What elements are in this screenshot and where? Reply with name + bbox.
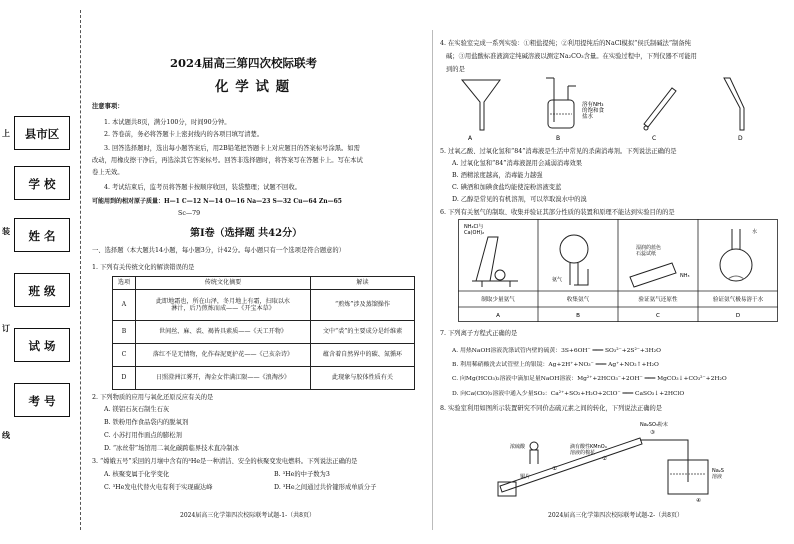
field-label: 姓 名 xyxy=(28,229,56,243)
option: C. 碘酒和加碘食盐均能使淀粉溶液变蓝 xyxy=(452,184,562,191)
option: B. ³He的中子数为3 xyxy=(274,471,330,478)
table-cell: C xyxy=(113,344,136,367)
table-cell: 文中“裘”的主要成分是纤维素 xyxy=(311,321,415,344)
exam-title: 2024届高三第四次校际联考 xyxy=(170,56,318,70)
burette-icon xyxy=(644,88,676,127)
acid-label: 浓硫酸 xyxy=(510,444,526,450)
table-cell: 蕴含着自然界中的碳、氮循环 xyxy=(311,344,415,367)
note-line: 2. 答卷前，务必将答题卡上密封线内的各项目填写清楚。 xyxy=(104,131,264,138)
table-header: 选项 xyxy=(113,277,136,290)
exam-subject: 化 学 试 题 xyxy=(215,79,291,95)
reagent-label: NH₄Cl与 Ca(OH)₂ xyxy=(464,224,485,236)
note-line: 卷上无效。 xyxy=(92,169,124,176)
notes-heading: 注意事项： xyxy=(92,103,124,110)
paper-label: 湿润的蓝色石蕊试纸 xyxy=(636,245,662,257)
binding-mark: 装 xyxy=(2,226,10,236)
option: D. 乙醇是常见的有机溶剂，可以萃取溴水中的溴 xyxy=(452,196,587,203)
option: A. 用热NaOH溶液洗涤试管内壁的硫黄：3S+6OH⁻ ═══ SO₃²⁻+2S²⁻+3H₂O xyxy=(452,348,661,354)
cell-option: C xyxy=(656,313,660,319)
question-4: 4. 在实验室完成一系列实验：①粗盐提纯；②利用提纯后的NaCl模拟“侯氏制碱法”制备纯 xyxy=(440,40,691,47)
gas-label: NH₃ xyxy=(680,273,690,279)
class-field[interactable] xyxy=(14,273,70,307)
tube-icon xyxy=(724,78,744,130)
option-label: C xyxy=(652,135,657,142)
table-cell: 此即地霜也，所在山泽，冬月地上有霜，扫取以水 淋汁，后乃煎炼而成——《开宝本草》 xyxy=(136,290,311,321)
part-title: 第Ⅰ卷（选择题 共42分） xyxy=(190,228,303,239)
page-divider xyxy=(432,30,433,530)
burner-icon xyxy=(495,270,505,280)
table-cell: “煎炼”涉及蒸馏操作 xyxy=(311,290,415,321)
table-cell: 世间丝、麻、裘、褐皆具素质——《天工开物》 xyxy=(136,321,311,344)
field-label: 县市区 xyxy=(24,127,60,141)
exam-number-field[interactable] xyxy=(14,383,70,417)
tray-icon xyxy=(630,263,676,287)
funnel-icon xyxy=(462,80,500,130)
table-row xyxy=(113,344,415,367)
option: B. 铁粉用作食品袋内的脱氧剂 xyxy=(104,419,189,426)
cell-caption: 制取少量氨气 xyxy=(481,297,515,303)
cell-caption: 收集氨气 xyxy=(566,297,590,303)
note-line: 1. 本试题共8页，满分100分，时间90分钟。 xyxy=(104,119,231,126)
question-1-table xyxy=(112,276,415,390)
option-label: B xyxy=(556,135,561,142)
field-label: 班 级 xyxy=(28,284,56,298)
cell-option: A xyxy=(496,313,500,319)
atomic-masses: 可能用到的相对原子质量：H—1 C—12 N—14 O—16 Na—23 S—32 Cu—64 Zn—65 xyxy=(92,198,342,205)
option: B. 利用稀硝酸洗去试管壁上的银镜：Ag+2H⁺+NO₃⁻ ═══ Ag⁺+NO₂↑+H₂O xyxy=(452,362,659,368)
question-4-cont: 碱；③用盐酸标准液滴定纯碱溶液以测定Na₂CO₃含量。在实验过程中，下列仪器不可能用 xyxy=(446,53,697,60)
name-field[interactable] xyxy=(14,218,70,252)
table-header: 传统文化摘要 xyxy=(136,277,311,290)
option-label: A xyxy=(468,135,473,142)
gas-label: 氨气 xyxy=(552,277,563,283)
kmno4-label: 滴有酸性KMnO₄ 溶液的棉花 xyxy=(570,444,607,456)
question-4-cont: 到的是 xyxy=(446,66,465,73)
cut-line xyxy=(80,10,81,530)
question-2: 2. 下列物质的应用与氧化还原反应有关的是 xyxy=(92,394,214,401)
marker: ② xyxy=(602,456,607,462)
table-cell: 日照澄洲江雾开，淘金女伴满江限——《浪淘沙》 xyxy=(136,367,311,390)
option: A. 镁铝石灰石制生石灰 xyxy=(104,406,170,413)
bottle-label: 溶有NH₃ 的饱和食盐水 xyxy=(582,102,605,120)
question-8-apparatus xyxy=(490,412,730,504)
option: A. 核聚变属于化学变化 xyxy=(104,471,170,478)
page-footer: 2024届高三化学第四次校际联考试题-1-（共8页） xyxy=(180,512,315,519)
field-label: 试 场 xyxy=(28,339,56,353)
question-7: 7. 下列离子方程式正确的是 xyxy=(440,330,518,337)
cell-option: D xyxy=(735,313,741,319)
option: B. 酒精浓度越高，消毒能力越强 xyxy=(452,172,543,179)
question-6-figure xyxy=(458,219,778,322)
table-cell: 此现象与胶体性质有关 xyxy=(311,367,415,390)
atomic-masses-cont: Sc—79 xyxy=(178,210,201,217)
marker: ① xyxy=(552,466,557,472)
note-line: 改动，用橡皮擦干净后，再选涂其它答案标号。回答非选择题时，将答案写在答题卡上。写在本试 xyxy=(92,157,363,164)
question-8: 8. 实验室利用如图所示装置研究不同价态硫元素之间的转化，下列说法正确的是 xyxy=(440,405,663,412)
cell-caption: 验证氨气还原性 xyxy=(638,297,678,303)
question-6: 6. 下列有关氨气的制取、收集并验证其部分性质的装置和原理不能达到实验目的的是 xyxy=(440,209,675,216)
copper-label: 铜片 xyxy=(520,474,531,480)
page-footer: 2024届高三化学第四次校际联考试题-2-（共8页） xyxy=(548,512,683,519)
table-cell: D xyxy=(113,367,136,390)
table-cell: A xyxy=(113,290,136,321)
section-intro: 一、选择题（本大题共14小题，每小题3分，计42分。每小题只有一个选项是符合题意的） xyxy=(92,247,346,254)
cell-caption: 验证氨气极易溶于水 xyxy=(712,297,764,303)
table-cell: B xyxy=(113,321,136,344)
field-label: 考 号 xyxy=(28,394,56,408)
question-1: 1. 下列有关传统文化的解读错误的是 xyxy=(92,264,195,271)
option: C. ³He发电代替火电有利于实现碳达峰 xyxy=(104,484,213,491)
question-5: 5. 过氧乙酸、过氧化氢和“84”消毒液是生活中常见的杀菌消毒剂。下列说法正确的是 xyxy=(440,148,677,155)
field-label: 学 校 xyxy=(28,177,56,191)
table-row xyxy=(113,367,415,390)
binding-mark: 线 xyxy=(2,430,10,440)
flask-icon xyxy=(560,235,588,263)
table-cell: 落红不是无情物，化作春泥更护花——《己亥杂诗》 xyxy=(136,344,311,367)
exam-room-field[interactable] xyxy=(14,328,70,362)
option-label: D xyxy=(738,135,743,142)
note-line: 4. 考试结束后，监考员将答题卡按顺序收回，装袋整理；试题不回收。 xyxy=(104,184,301,191)
dropper-icon xyxy=(530,450,538,464)
table-header: 解读 xyxy=(311,277,415,290)
table-row xyxy=(113,321,415,344)
powder-label: Na₂SO₃粉末 xyxy=(640,422,668,428)
water-label: 水 xyxy=(752,229,758,235)
school-field[interactable] xyxy=(14,166,70,200)
county-field[interactable] xyxy=(14,116,70,150)
cell-option: B xyxy=(576,313,580,319)
binding-mark: 订 xyxy=(2,323,10,333)
binding-column xyxy=(0,0,85,544)
option: C. 向Mg(HCO₃)₂溶液中滴加足量NaOH溶液：Mg²⁺+2HCO₃⁻+2OH⁻ ═══ MgCO₃↓+CO₃²⁻+2H₂O xyxy=(452,376,727,382)
binding-mark: 上 xyxy=(2,128,10,138)
option: C. 小苏打用作面点的膨松剂 xyxy=(104,432,182,439)
note-line: 3. 回答选择题时，选出每小题答案后，用2B铅笔把答题卡上对应题目的答案标号涂黑。如需 xyxy=(104,145,360,152)
option: A. 过氧化氢和“84”消毒液混用会减弱消毒效果 xyxy=(452,160,583,167)
option: D. 向Ca(ClO)₂溶液中通入少量SO₂：Ca²⁺+SO₂+H₂O+2ClO⁻ ═══ CaSO₃↓+2HClO xyxy=(452,391,685,397)
question-3: 3. “嫦娥五号”采回的月壤中含有的³He是一种清洁、安全的核聚变发电燃料。下列说法正确的是 xyxy=(92,458,358,465)
table-row xyxy=(113,290,415,321)
marker: ④ xyxy=(696,498,701,504)
option: D. “冰丝带”场馆用二氧化碳跨临界技术直冷制冰 xyxy=(104,445,239,452)
option: D. ³He之间通过共价键形成单质分子 xyxy=(274,484,377,491)
na2s-label: Na₂S 溶液 xyxy=(712,468,724,480)
question-4-apparatus xyxy=(440,72,780,142)
marker: ③ xyxy=(650,430,655,436)
